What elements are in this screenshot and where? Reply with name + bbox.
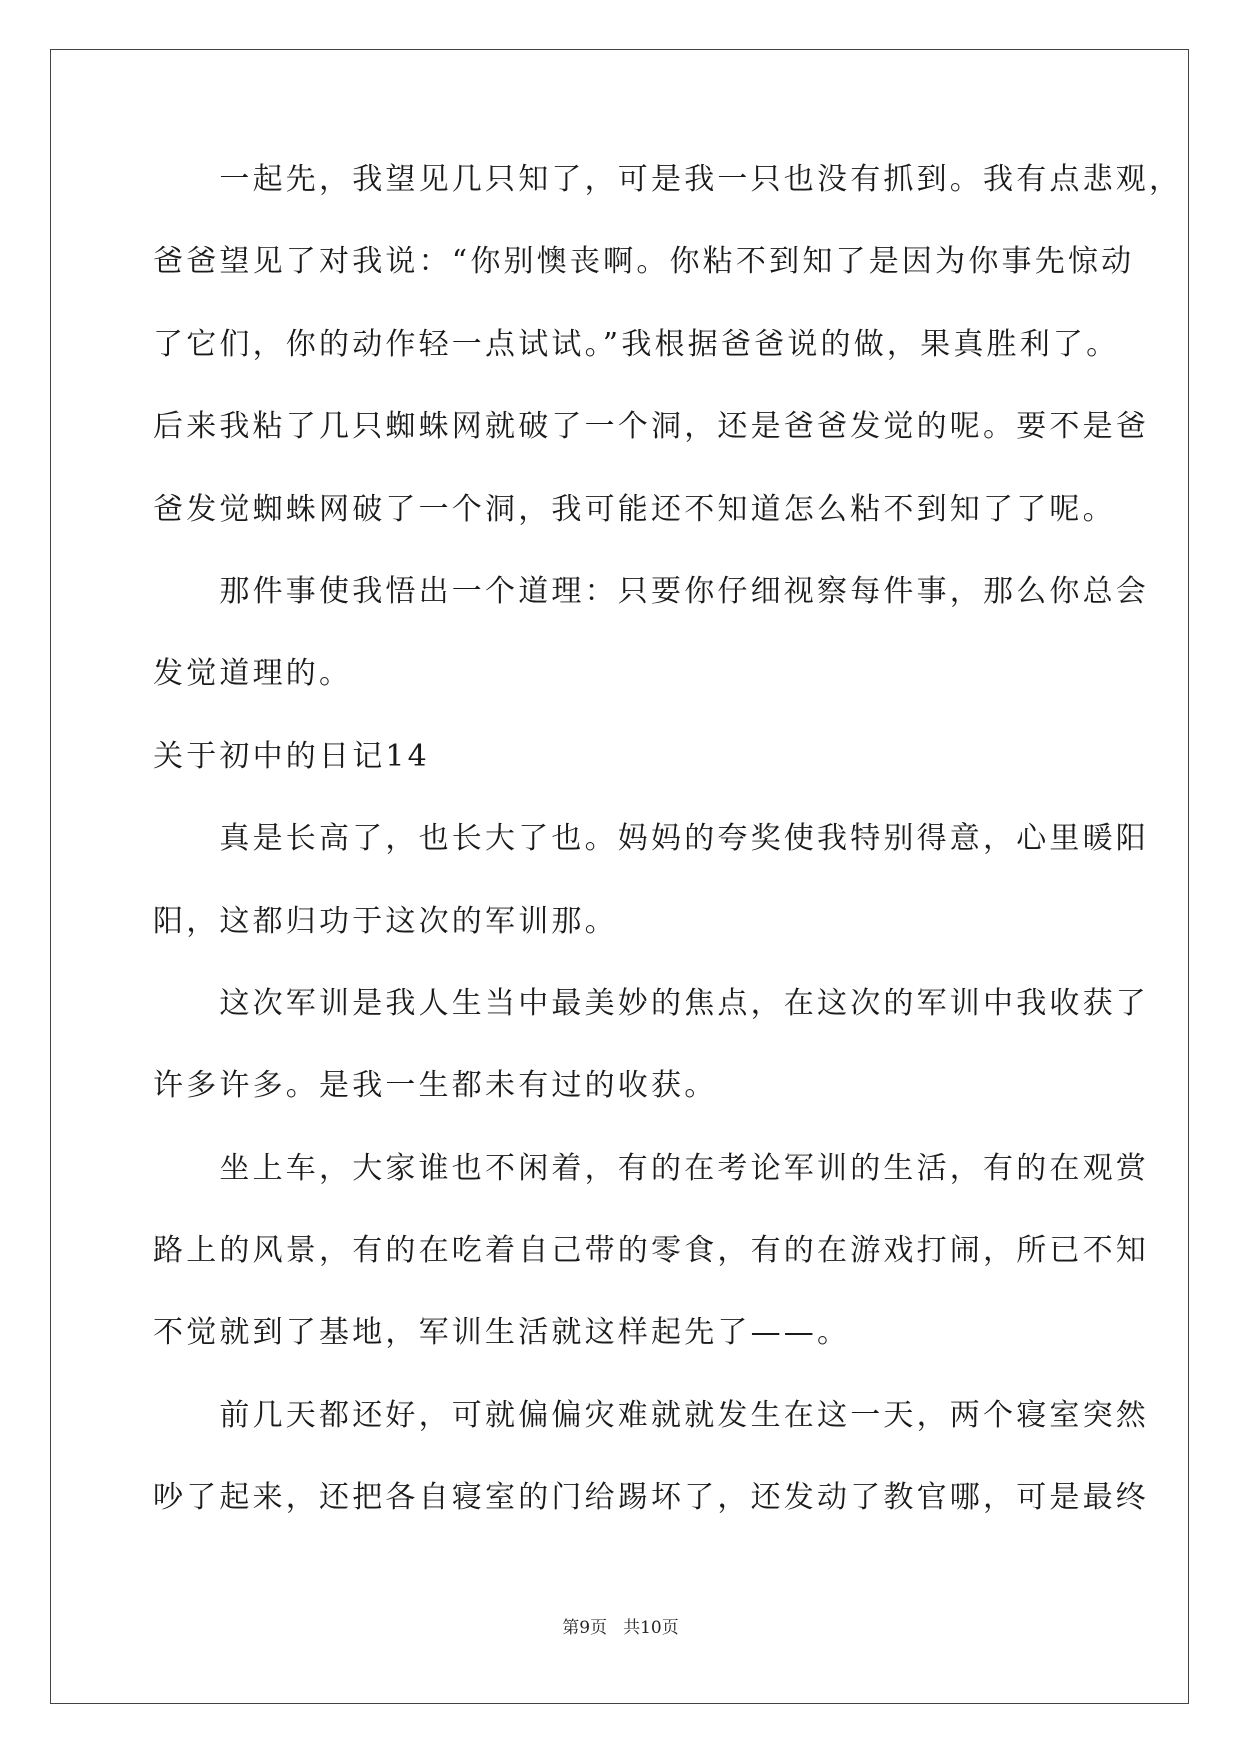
text-line: 坐上车，大家谁也不闲着，有的在考论军训的生活，有的在观赏 <box>153 1150 1149 1186</box>
text-line: 阳，这都归功于这次的军训那。 <box>153 903 618 939</box>
section-heading: 关于初中的日记14 <box>153 738 430 774</box>
page-number: 第9页 <box>562 1618 608 1638</box>
text-line: 发觉道理的。 <box>153 656 353 692</box>
text-line: 这次军训是我人生当中最美妙的焦点，在这次的军训中我收获了 <box>153 985 1149 1021</box>
document-body <box>153 160 1183 1561</box>
text-line: 真是长高了，也长大了也。妈妈的夸奖使我特别得意，心里暖阳 <box>153 821 1149 857</box>
text-line: 吵了起来，还把各自寝室的门给踢坏了，还发动了教官哪，可是最终 <box>153 1480 1149 1516</box>
page-total: 共10页 <box>623 1618 679 1638</box>
text-line: 爸爸望见了对我说：“你别懊丧啊。你粘不到知了是因为你事先惊动 <box>153 244 1135 280</box>
text-line: 路上的风景，有的在吃着自己带的零食，有的在游戏打闹，所已不知 <box>153 1233 1149 1269</box>
text-line: 许多许多。是我一生都未有过的收获。 <box>153 1068 718 1104</box>
text-line: 那件事使我悟出一个道理：只要你仔细视察每件事，那么你总会 <box>153 573 1149 609</box>
text-line: 不觉就到了基地，军训生活就这样起先了——。 <box>153 1315 851 1351</box>
text-line: 前几天都还好，可就偏偏灾难就就发生在这一天，两个寝室突然 <box>153 1397 1149 1433</box>
text-line: 一起先，我望见几只知了，可是我一只也没有抓到。我有点悲观， <box>153 162 1183 197</box>
text-line: 了它们，你的动作轻一点试试。”我根据爸爸说的做，果真胜利了。 <box>153 326 1120 362</box>
page-footer <box>0 1617 1241 1639</box>
text-line: 爸发觉蜘蛛网破了一个洞，我可能还不知道怎么粘不到知了了呢。 <box>153 491 1116 527</box>
text-line: 后来我粘了几只蜘蛛网就破了一个洞，还是爸爸发觉的呢。要不是爸 <box>153 409 1149 445</box>
